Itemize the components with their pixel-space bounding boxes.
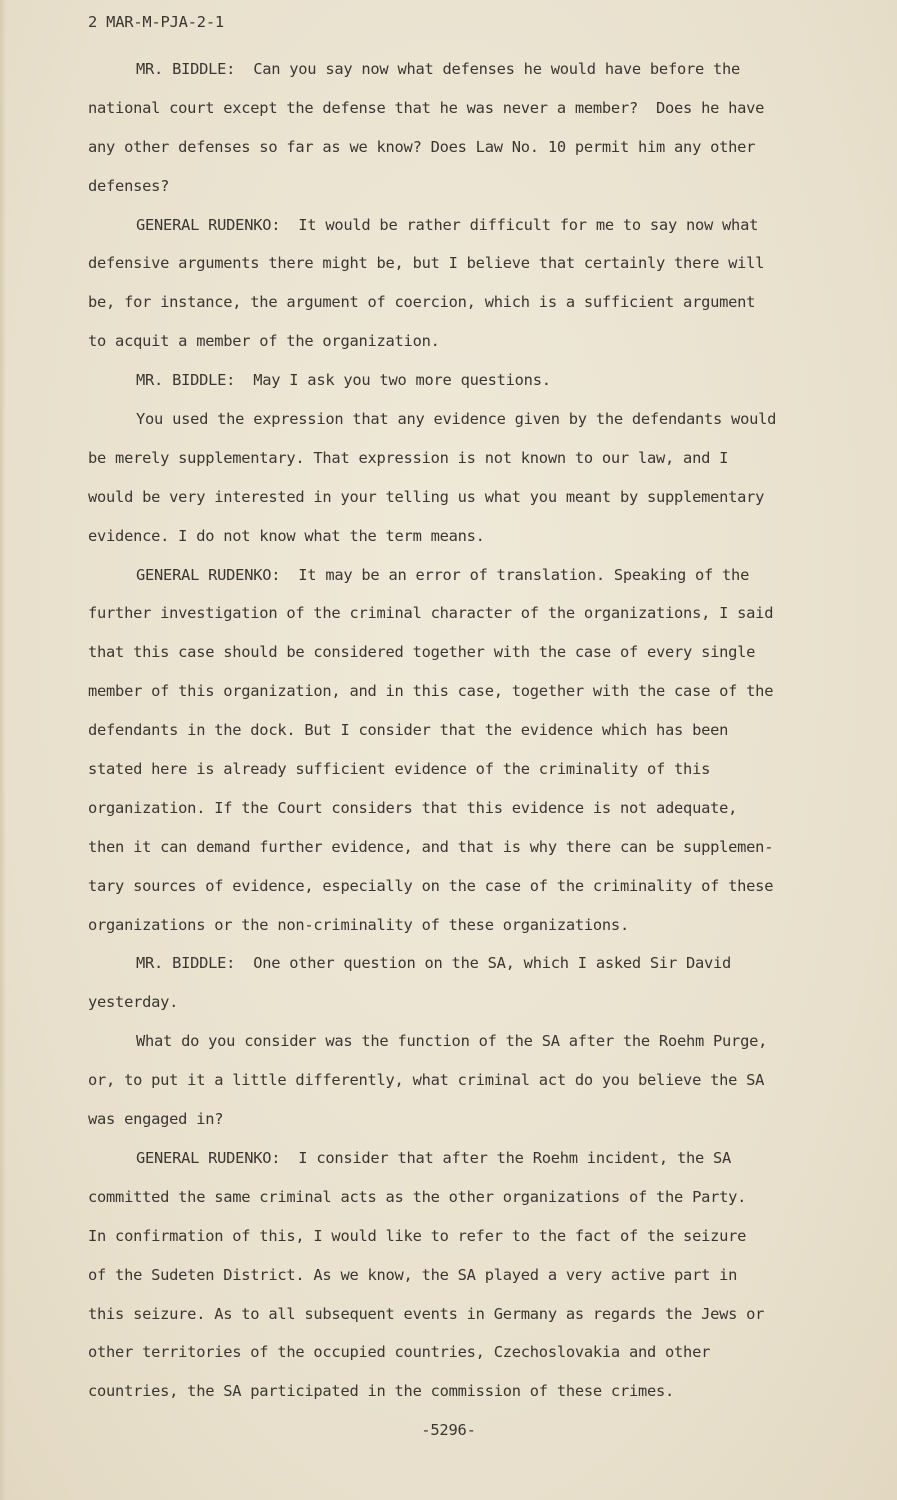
transcript-line: MR. BIDDLE: One other question on the SA, which I asked Sir David	[136, 954, 732, 973]
transcript-line: What do you consider was the function of the SA after the Roehm Purge,	[136, 1032, 768, 1051]
transcript-line: of the Sudeten District. As we know, the SA played a very active part in	[88, 1265, 738, 1284]
transcript-line: would be very interested in your telling us what you meant by supplementary	[88, 487, 765, 506]
transcript-line: yesterday.	[88, 993, 179, 1012]
transcript-line: organization. If the Court considers that this evidence is not adequate,	[88, 798, 738, 817]
page-edge-shadow	[0, 0, 6, 1500]
document-reference: 2 MAR-M-PJA-2-1	[88, 13, 224, 31]
transcript-line: that this case should be considered together with the case of every single	[88, 643, 756, 662]
transcript-line: this seizure. As to all subsequent events in Germany as regards the Jews or	[88, 1304, 765, 1323]
transcript-line: any other defenses so far as we know? Does Law No. 10 permit him any other	[88, 137, 756, 156]
transcript-line: tary sources of evidence, especially on the case of the criminality of these	[88, 876, 774, 895]
transcript-line: defenses?	[88, 176, 170, 195]
transcript-line: defendants in the dock. But I consider that the evidence which has been	[88, 721, 729, 740]
page-number: -5296-	[421, 1421, 476, 1439]
transcript-line: GENERAL RUDENKO: I consider that after the Roehm incident, the SA	[136, 1148, 732, 1167]
transcript-line: You used the expression that any evidence given by the defendants would	[136, 410, 777, 429]
transcript-line: be, for instance, the argument of coercion, which is a sufficient argument	[88, 293, 756, 312]
transcript-line: to acquit a member of the organization.	[88, 332, 440, 351]
transcript-line: organizations or the non-criminality of these organizations.	[88, 915, 629, 934]
transcript-line: stated here is already sufficient evidence of the criminality of this	[88, 760, 711, 779]
transcript-line: GENERAL RUDENKO: It would be rather difficult for me to say now what	[136, 215, 759, 234]
transcript-line: other territories of the occupied countries, Czechoslovakia and other	[88, 1343, 711, 1362]
transcript-line: MR. BIDDLE: Can you say now what defenses he would have before the	[136, 60, 741, 78]
transcript-line: member of this organization, and in this case, together with the case of the	[88, 682, 774, 701]
transcript-line: further investigation of the criminal character of the organizations, I said	[88, 604, 774, 623]
transcript-line: national court except the defense that he was never a member? Does he have	[88, 98, 765, 117]
transcript-line: countries, the SA participated in the commission of these crimes.	[88, 1382, 675, 1401]
transcript-line: then it can demand further evidence, and that is why there can be supplemen-	[88, 837, 774, 856]
transcript-line: MR. BIDDLE: May I ask you two more questions.	[136, 371, 551, 390]
transcript-line: was engaged in?	[88, 1110, 224, 1129]
transcript-line: or, to put it a little differently, what criminal act do you believe the SA	[88, 1071, 765, 1090]
transcript-line: evidence. I do not know what the term means.	[88, 526, 485, 545]
transcript-line: GENERAL RUDENKO: It may be an error of translation. Speaking of the	[136, 565, 750, 584]
transcript-body	[88, 50, 828, 1411]
transcript-line: be merely supplementary. That expression is not known to our law, and I	[88, 448, 729, 467]
transcript-line: committed the same criminal acts as the other organizations of the Party.	[88, 1187, 747, 1206]
transcript-line: defensive arguments there might be, but I believe that certainly there will	[88, 254, 765, 273]
transcript-line: In confirmation of this, I would like to refer to the fact of the seizure	[88, 1226, 747, 1245]
